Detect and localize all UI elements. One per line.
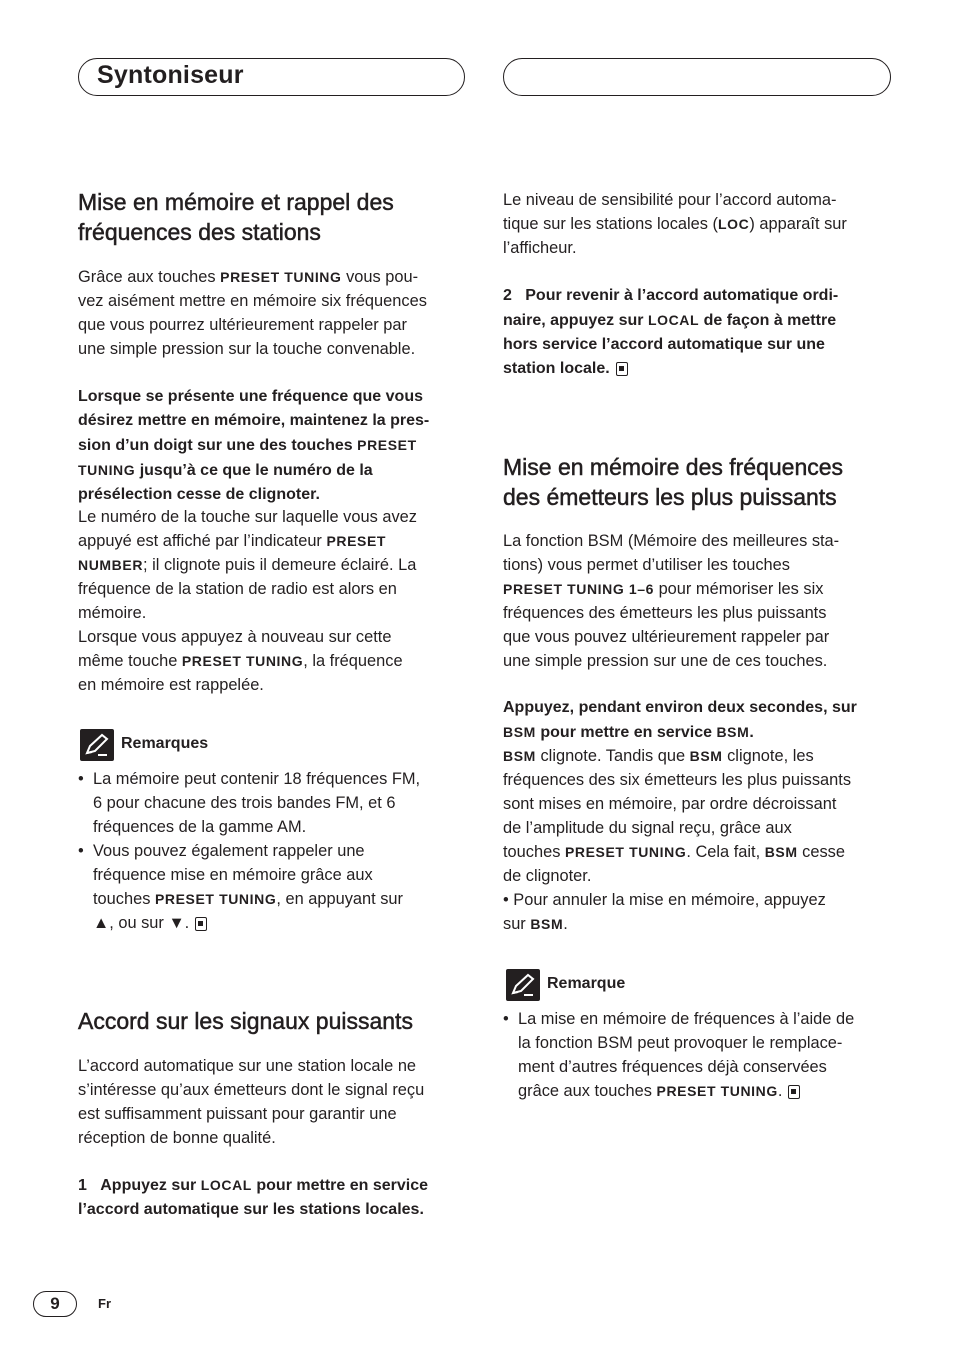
paragraph-cancel: • Pour annuler la mise en mémoire, appuyez sur BSM. <box>503 891 826 933</box>
page-number: 9 <box>33 1291 77 1317</box>
note-label: Remarque <box>547 975 626 992</box>
paragraph-preset-number: Le numéro de la touche sur laquelle vous avez appuyé est affiché par l’indicateur PRESET NUMBER; il clignote puis il demeure éclairé. La fréquence de la station de radio est alors en mémoire. <box>78 508 417 622</box>
instruction-store: Lorsque se présente une fréquence que vous désirez mettre en mémoire, maintenez la pres- sion d’un doigt sur une des touches PRESET TUNING jusqu’à ce que le numéro de la présélection cesse de clignoter. <box>78 388 430 503</box>
heading-bsm: Mise en mémoire des fréquences des émetteurs les plus puissants <box>503 454 844 510</box>
list-item: • Vous pouvez également rappeler une fréquence mise en mémoire grâce aux touches PRESET TUNING, en appuyant sur ▲, ou sur ▼. <box>78 839 468 935</box>
language-code: Fr <box>98 1296 111 1311</box>
instruction-bsm: Appuyez, pendant environ deux secondes, sur BSM pour mettre en service BSM. <box>503 699 857 741</box>
pencil-note-icon <box>80 729 114 761</box>
pencil-note-icon <box>506 969 540 1001</box>
paragraph-recall: Lorsque vous appuyez à nouveau sur cette même touche PRESET TUNING, la fréquence en mémoire est rappelée. <box>78 628 403 694</box>
section-title: Syntoniseur <box>97 61 244 89</box>
heading-strong-signals: Accord sur les signaux puissants <box>78 1008 413 1034</box>
step-2: 2 Pour revenir à l’accord automatique ordi- naire, appuyez sur LOCAL de façon à mettre hors service l’accord automatique sur une station locale. <box>503 287 839 377</box>
end-mark-icon <box>616 362 628 376</box>
paragraph-loc: Le niveau de sensibilité pour l’accord automa- tique sur les stations locales (LOC) apparaît sur l’afficheur. <box>503 191 847 257</box>
notes-list <box>78 767 468 935</box>
paragraph-bsm-intro: La fonction BSM (Mémoire des meilleures sta- tions) vous permet d’utiliser les touches PRESET TUNING 1–6 pour mémoriser les six fréquences des émetteurs les plus puissants que vous pouvez ultérieurement rappeler par une simple pression sur une de ces touches. <box>503 532 840 670</box>
paragraph-intro: Grâce aux touches PRESET TUNING vous pou- vez aisément mettre en mémoire six fréquences que vous pourrez ultérieurement rappeler par une simple pression sur la touche convenable. <box>78 268 427 358</box>
list-item: • La mise en mémoire de fréquences à l’aide de la fonction BSM peut provoquer le remplace- ment d’autres fréquences déjà conservées grâce aux touches PRESET TUNING. <box>503 1007 893 1103</box>
paragraph-bsm-blink: BSM clignote. Tandis que BSM clignote, les fréquences des six émetteurs les plus puissants sont mises en mémoire, par ordre décroissant de l’amplitude du signal reçu, grâce aux touches PRESET TUNING. Cela fait, BSM cesse de clignoter. <box>503 747 852 885</box>
step-1: 1 Appuyez sur LOCAL pour mettre en service l’accord automatique sur les stations locales. <box>78 1177 429 1218</box>
heading-memory-recall: Mise en mémoire et rappel des fréquences des stations <box>78 189 394 245</box>
paragraph-local: L’accord automatique sur une station locale ne s’intéresse qu’aux émetteurs dont le signal reçu est suffisamment puissant pour garantir une réception de bonne qualité. <box>78 1057 425 1147</box>
note-list <box>503 1007 893 1103</box>
end-mark-icon <box>195 917 207 931</box>
list-item: • La mémoire peut contenir 18 fréquences FM, 6 pour chacune des trois bandes FM, et 6 fréquences de la gamme AM. <box>78 767 468 839</box>
notes-label: Remarques <box>121 735 209 752</box>
section-header-empty <box>503 58 891 96</box>
section-header <box>78 58 465 96</box>
end-mark-icon <box>788 1085 800 1099</box>
